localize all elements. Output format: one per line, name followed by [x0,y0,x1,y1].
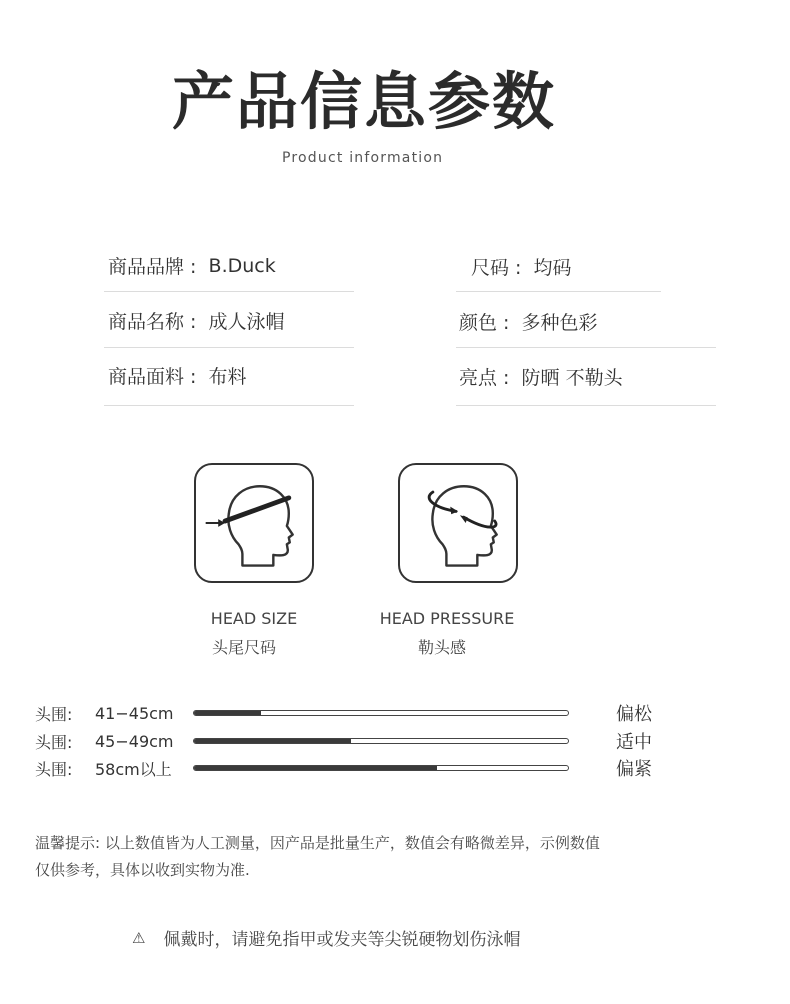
tip-line: 温馨提示: 以上数值皆为人工测量，因产品是批量生产，数值会有略微差异，示例数值 [35,834,600,852]
fit-label: 头围: [35,759,73,779]
fit-size: 45−49cm [95,731,174,751]
fit-result: 偏紧 [616,759,652,780]
fit-label: 头围: [35,732,73,752]
spec-brand [108,252,276,279]
page-title: 产品信息参数 [172,65,557,138]
spec-color [459,308,598,335]
spec-material [108,362,247,389]
fit-bar-fill [194,766,437,770]
fit-row [35,702,790,724]
spec-value: 均码 [533,257,572,279]
spec-value: 布料 [208,366,247,388]
fit-row [35,730,790,752]
head-size-icon [194,463,314,583]
fit-label: 头围: [35,704,73,724]
divider [104,347,354,348]
spec-highlight [459,363,623,390]
spec-value: B.Duck [208,254,276,277]
divider [456,291,661,292]
spec-label: 商品名称 : [108,311,209,333]
warning-icon: ⚠ [132,928,146,947]
divider [456,347,716,348]
fit-result: 适中 [616,732,652,753]
fit-size: 58cm以上 [95,759,172,779]
tip-text [35,830,655,884]
fit-bar-fill [194,739,351,743]
icon-caption-zh: 头尾尺码 [211,638,276,657]
spec-label: 亮点 : [459,367,522,389]
spec-value: 成人泳帽 [208,311,285,333]
head-pressure-icon [398,463,518,583]
divider [104,291,354,292]
divider [456,405,716,406]
fit-result: 偏松 [616,704,652,725]
icon-caption-zh: 勒头感 [417,638,466,657]
tip-line: 仅供参考，具体以收到实物为准. [35,861,250,879]
fit-bar [193,765,569,771]
spec-value: 多种色彩 [521,312,598,334]
warning-note [132,925,520,950]
icon-caption-en: HEAD PRESSURE [379,609,515,628]
fit-size: 41−45cm [95,703,174,723]
fit-bar [193,710,569,716]
fit-bar [193,738,569,744]
spec-value: 防晒 不勒头 [521,367,623,389]
spec-label: 商品面料 : [108,366,209,388]
fit-row [35,757,790,779]
spec-label: 尺码 : [471,257,534,279]
spec-size [471,253,572,280]
page-subtitle: Product information [282,150,444,166]
spec-product-name [108,307,285,334]
divider [104,405,354,406]
spec-label: 颜色 : [459,312,522,334]
fit-bar-fill [194,711,261,715]
warning-text: 佩戴时，请避免指甲或发夹等尖锐硬物划伤泳帽 [163,930,521,950]
spec-label: 商品品牌 : [108,256,209,278]
icon-caption-en: HEAD SIZE [210,609,298,628]
